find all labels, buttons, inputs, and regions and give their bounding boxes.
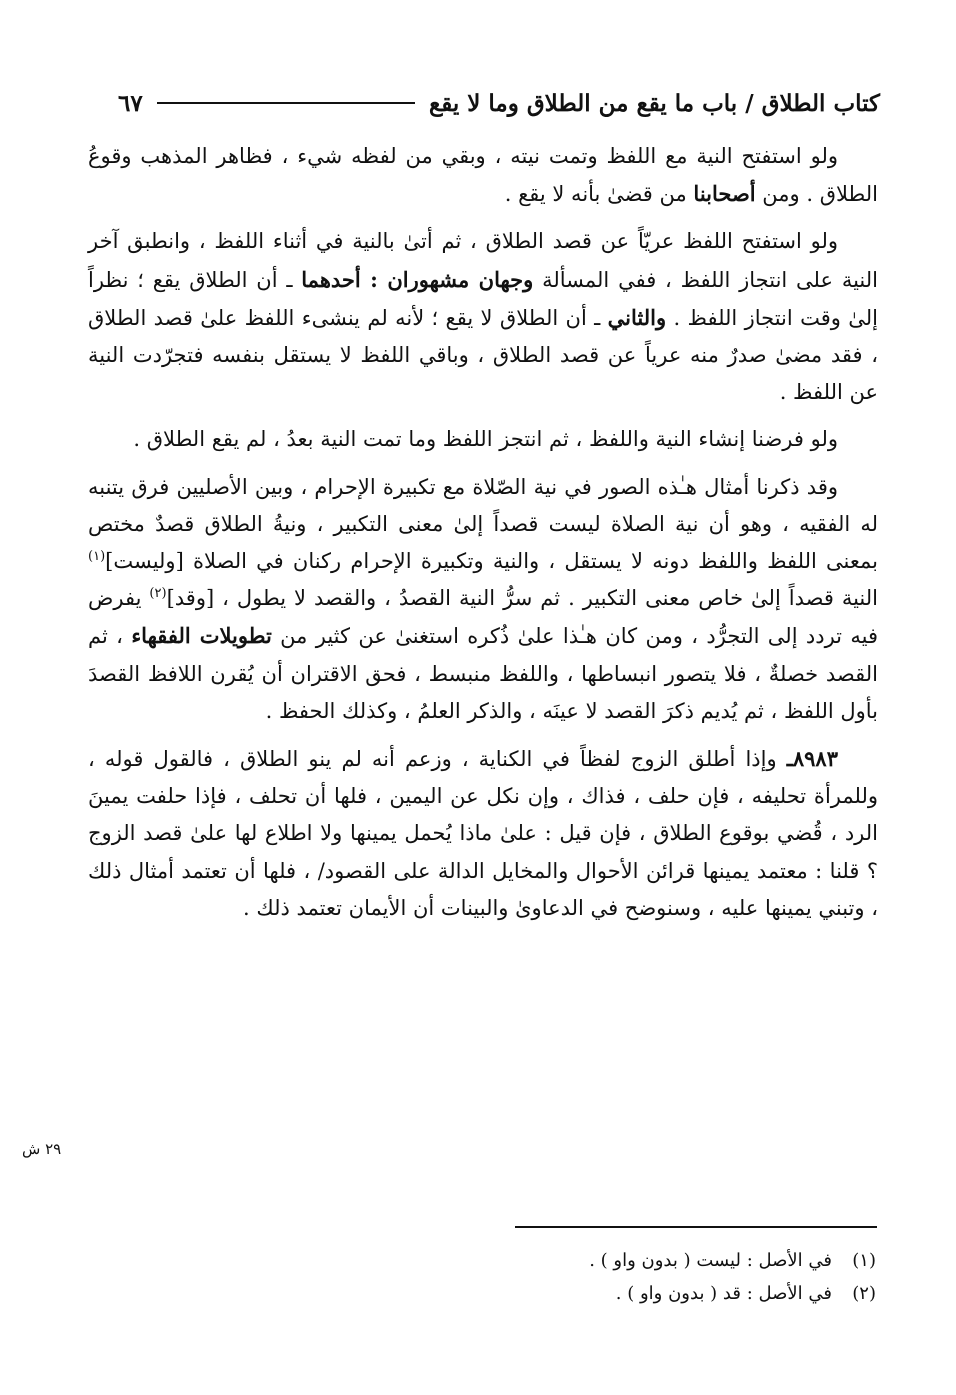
page-number: ٦٧ xyxy=(118,89,143,117)
footnotes xyxy=(476,1244,876,1310)
paragraph-2 xyxy=(88,223,878,411)
margin-note: ٢٩ ش xyxy=(22,1140,62,1158)
footnote-1 xyxy=(476,1244,876,1277)
footnote-ref-2[interactable]: (٢) xyxy=(149,586,167,602)
footnote-marker: (١) xyxy=(852,1250,876,1271)
text-run: ـ أن الطلاق يقع ؛ نظراً إلىٰ وقت انتجاز اللفظ . xyxy=(88,267,878,330)
section-number: ٨٩٨٣ـ xyxy=(786,746,838,772)
footnote-text: في الأصل : ليست ( بدون واو ) . xyxy=(589,1250,832,1271)
paragraph-3 xyxy=(88,421,878,458)
main-text xyxy=(88,138,878,937)
footnote-divider xyxy=(515,1226,877,1228)
header-rule xyxy=(157,102,415,104)
footnote-marker: (٢) xyxy=(852,1283,876,1304)
footnote-2 xyxy=(476,1277,876,1310)
footnote-ref-1[interactable]: (١) xyxy=(88,549,106,565)
text-run: ولو استفتح النية مع اللفظ وتمت نيته ، وبقي من لفظه شيء ، فظاهر المذهب وقوعُ الطلاق . ومن xyxy=(88,144,878,207)
paragraph-4 xyxy=(88,469,878,730)
text-run: ـ أن الطلاق لا يقع ؛ لأنه لم ينشىء اللفظ علىٰ قصد الطلاق ، فقد مضىٰ صدرٌ منه عرياً عن قصد الطلاق ، وباقي اللفظ لا يستقل بنفسه فتجرّدت النية عن اللفظ . xyxy=(88,305,878,405)
paragraph-1 xyxy=(88,138,878,213)
text-run: يفرض فيه تردد إلى التجرُّد ، ومن كان هـٰذا علىٰ ذُكره استغنىٰ عن كثير من xyxy=(88,586,879,649)
paragraph-5 xyxy=(88,740,878,927)
header-title: كتاب الطلاق / باب ما يقع من الطلاق وما لا يقع xyxy=(428,89,880,117)
running-header xyxy=(118,80,880,126)
text-run: ولو استفتح اللفظ عريّاً عن قصد الطلاق ، ثم أتىٰ بالنية في أثناء اللفظ ، وانطبق آخر النية على انتجاز اللفظ ، ففي المسألة xyxy=(88,229,878,292)
bold-term: أصحابنا xyxy=(693,181,756,207)
text-run: ولو فرضنا إنشاء النية واللفظ ، ثم انتجز اللفظ وما تمت النية بعدُ ، لم يقع الطلاق . xyxy=(133,427,838,452)
text-run: وقد ذكرنا أمثال هـٰذه الصور في نية الصّلاة مع تكبيرة الإحرام ، وبين الأصليين فرق يتنبه له الفقيه ، وهو أن نية الصلاة ليست قصداً إلىٰ معنى التكبير ، ونيةُ الطلاق قصدٌ مختص بمعنى اللفظ واللفظ دونه لا يستقل ، والنية وتكبيرة الإحرام ركنان في الصلاة [وليست] xyxy=(88,474,878,574)
text-run: من قضىٰ بأنه لا يقع . xyxy=(504,182,694,207)
bold-term: وجهان مشهوران : أحدهما xyxy=(301,266,534,292)
bold-term: تطويلات الفقهاء xyxy=(131,623,272,649)
text-run: النية قصداً إلىٰ خاص معنى التكبير . ثم سرُّ النية القصدُ ، والقصد لا يطول ، [وقد] xyxy=(166,586,878,611)
text-run: ، ثم القصد خصلةٌ ، فلا يتصور انبساطها ، واللفظ منبسط ، فحق الاقتران أن يُقرن اللافظ القصدَ بأول اللفظ ، ثم يُديم ذكرَ القصد لا عينَه ، والذكر العلمُ ، وكذلك الحفظ . xyxy=(88,624,878,723)
footnote-text: في الأصل : قد ( بدون واو ) . xyxy=(615,1283,832,1304)
bold-term: والثاني xyxy=(607,304,667,330)
text-run: وإذا أطلق الزوج لفظاً في الكناية ، وزعم أنه لم ينو الطلاق ، فالقول قوله ، وللمرأة تحليفه ، فإن حلف ، فذاك ، وإن نكل عن اليمين ، فلها أن تحلف ، فإذا حلفت يمينَ الرد ، قُضي بوقوع الطلاق ، فإن قيل : علىٰ ماذا يُحمل يمينها ولا اطلاع لها علىٰ قصد الزوج ؟ قلنا : معتمد يمينها قرائن الأحوال والمخايل الدالة على القصود/ ، فلها أن تعتمد أمثال ذلك ، وتبني يمينها عليه ، وسنوضح في الدعاوىٰ والبينات أن الأيمان تعتمد ذلك . xyxy=(88,747,878,920)
